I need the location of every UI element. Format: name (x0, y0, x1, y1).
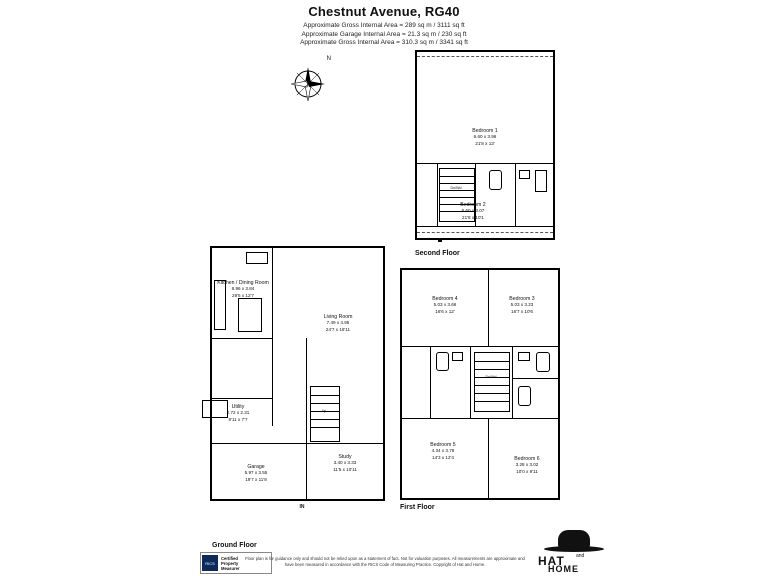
compass-rose (286, 56, 331, 106)
logo-line-1: HAT (538, 554, 565, 568)
room-label-bedroom-4: Bedroom 4 5.03 x 3.66 16'6 x 12' (432, 296, 458, 314)
area-line-1: Approximate Gross Internal Area = 289 sq m / 3111 sq ft (303, 22, 465, 29)
room-label-bedroom-1: Bedroom 1 6.60 x 3.96 21'8 x 13' (472, 128, 498, 146)
room-label-living-room: Living Room 7.49 x 4.95 24'7 x 16'11 (323, 314, 353, 332)
floorplan-second-floor (415, 50, 555, 250)
room-label-bedroom-2: Bedroom 2 6.60 x 3.07 21'8 x 10'1 (460, 202, 486, 220)
annotation-dn-wd-second: Dn/Wd (450, 186, 462, 190)
floor-label-first: First Floor (400, 504, 435, 511)
room-label-bedroom-3: Bedroom 3 5.03 x 3.23 16'7 x 10'6 (509, 296, 535, 314)
logo-amp: and (576, 553, 585, 559)
compass-north-label: N (326, 56, 331, 62)
annotation-up-ground: Up (321, 409, 327, 413)
rics-logo: RICS (202, 555, 218, 571)
area-line-3: Approximate Gross Internal Area = 310.3 sq m / 3341 sq ft (300, 39, 468, 47)
room-label-study: Study 3.40 x 3.33 11'5 x 10'11 (333, 454, 357, 472)
logo-line-2: HOME (548, 564, 579, 574)
annotation-entrance-in: IN (299, 504, 305, 510)
room-label-kitchen-dining: Kitchen / Dining Room 8.96 x 3.84 29'5 x 12'7 (217, 280, 269, 298)
page-title: Chestnut Avenue, RG40 (308, 4, 460, 19)
floorplan-ground-floor (210, 238, 385, 513)
bowler-hat-icon (544, 530, 588, 552)
room-label-garage: Garage 5.97 x 3.55 19'7 x 11'8 (244, 464, 268, 482)
area-line-2: Approximate Garage Internal Area = 21.3 sq m / 230 sq ft (301, 30, 467, 38)
room-label-utility: Utility 2.72 x 2.31 8'11 x 7'7 (226, 404, 250, 422)
room-label-bedroom-6: Bedroom 6 3.28 x 3.02 10'0 x 9'11 (514, 456, 540, 474)
floor-label-second: Second Floor (415, 250, 460, 257)
floorplan-first-floor (400, 268, 560, 508)
floor-label-ground: Ground Floor (212, 542, 257, 549)
disclaimer-text: Floor plan is for guidance only and should not be relied upon as a statement of fact. Not for valuation purposes. All measurements are approximate and have been measured in accordance with the RICS Code of Measuring Practice. Copyright of Hat and Home. (245, 556, 525, 567)
hat-and-home-logo (536, 530, 598, 572)
area-summary (0, 22, 768, 48)
room-label-bedroom-5: Bedroom 5 4.34 x 3.78 14'3 x 12'4 (430, 442, 456, 460)
rics-certification-text: Certified Property Measurer (221, 555, 240, 571)
annotation-dn-wd-first: Dn/Wd (485, 375, 497, 379)
